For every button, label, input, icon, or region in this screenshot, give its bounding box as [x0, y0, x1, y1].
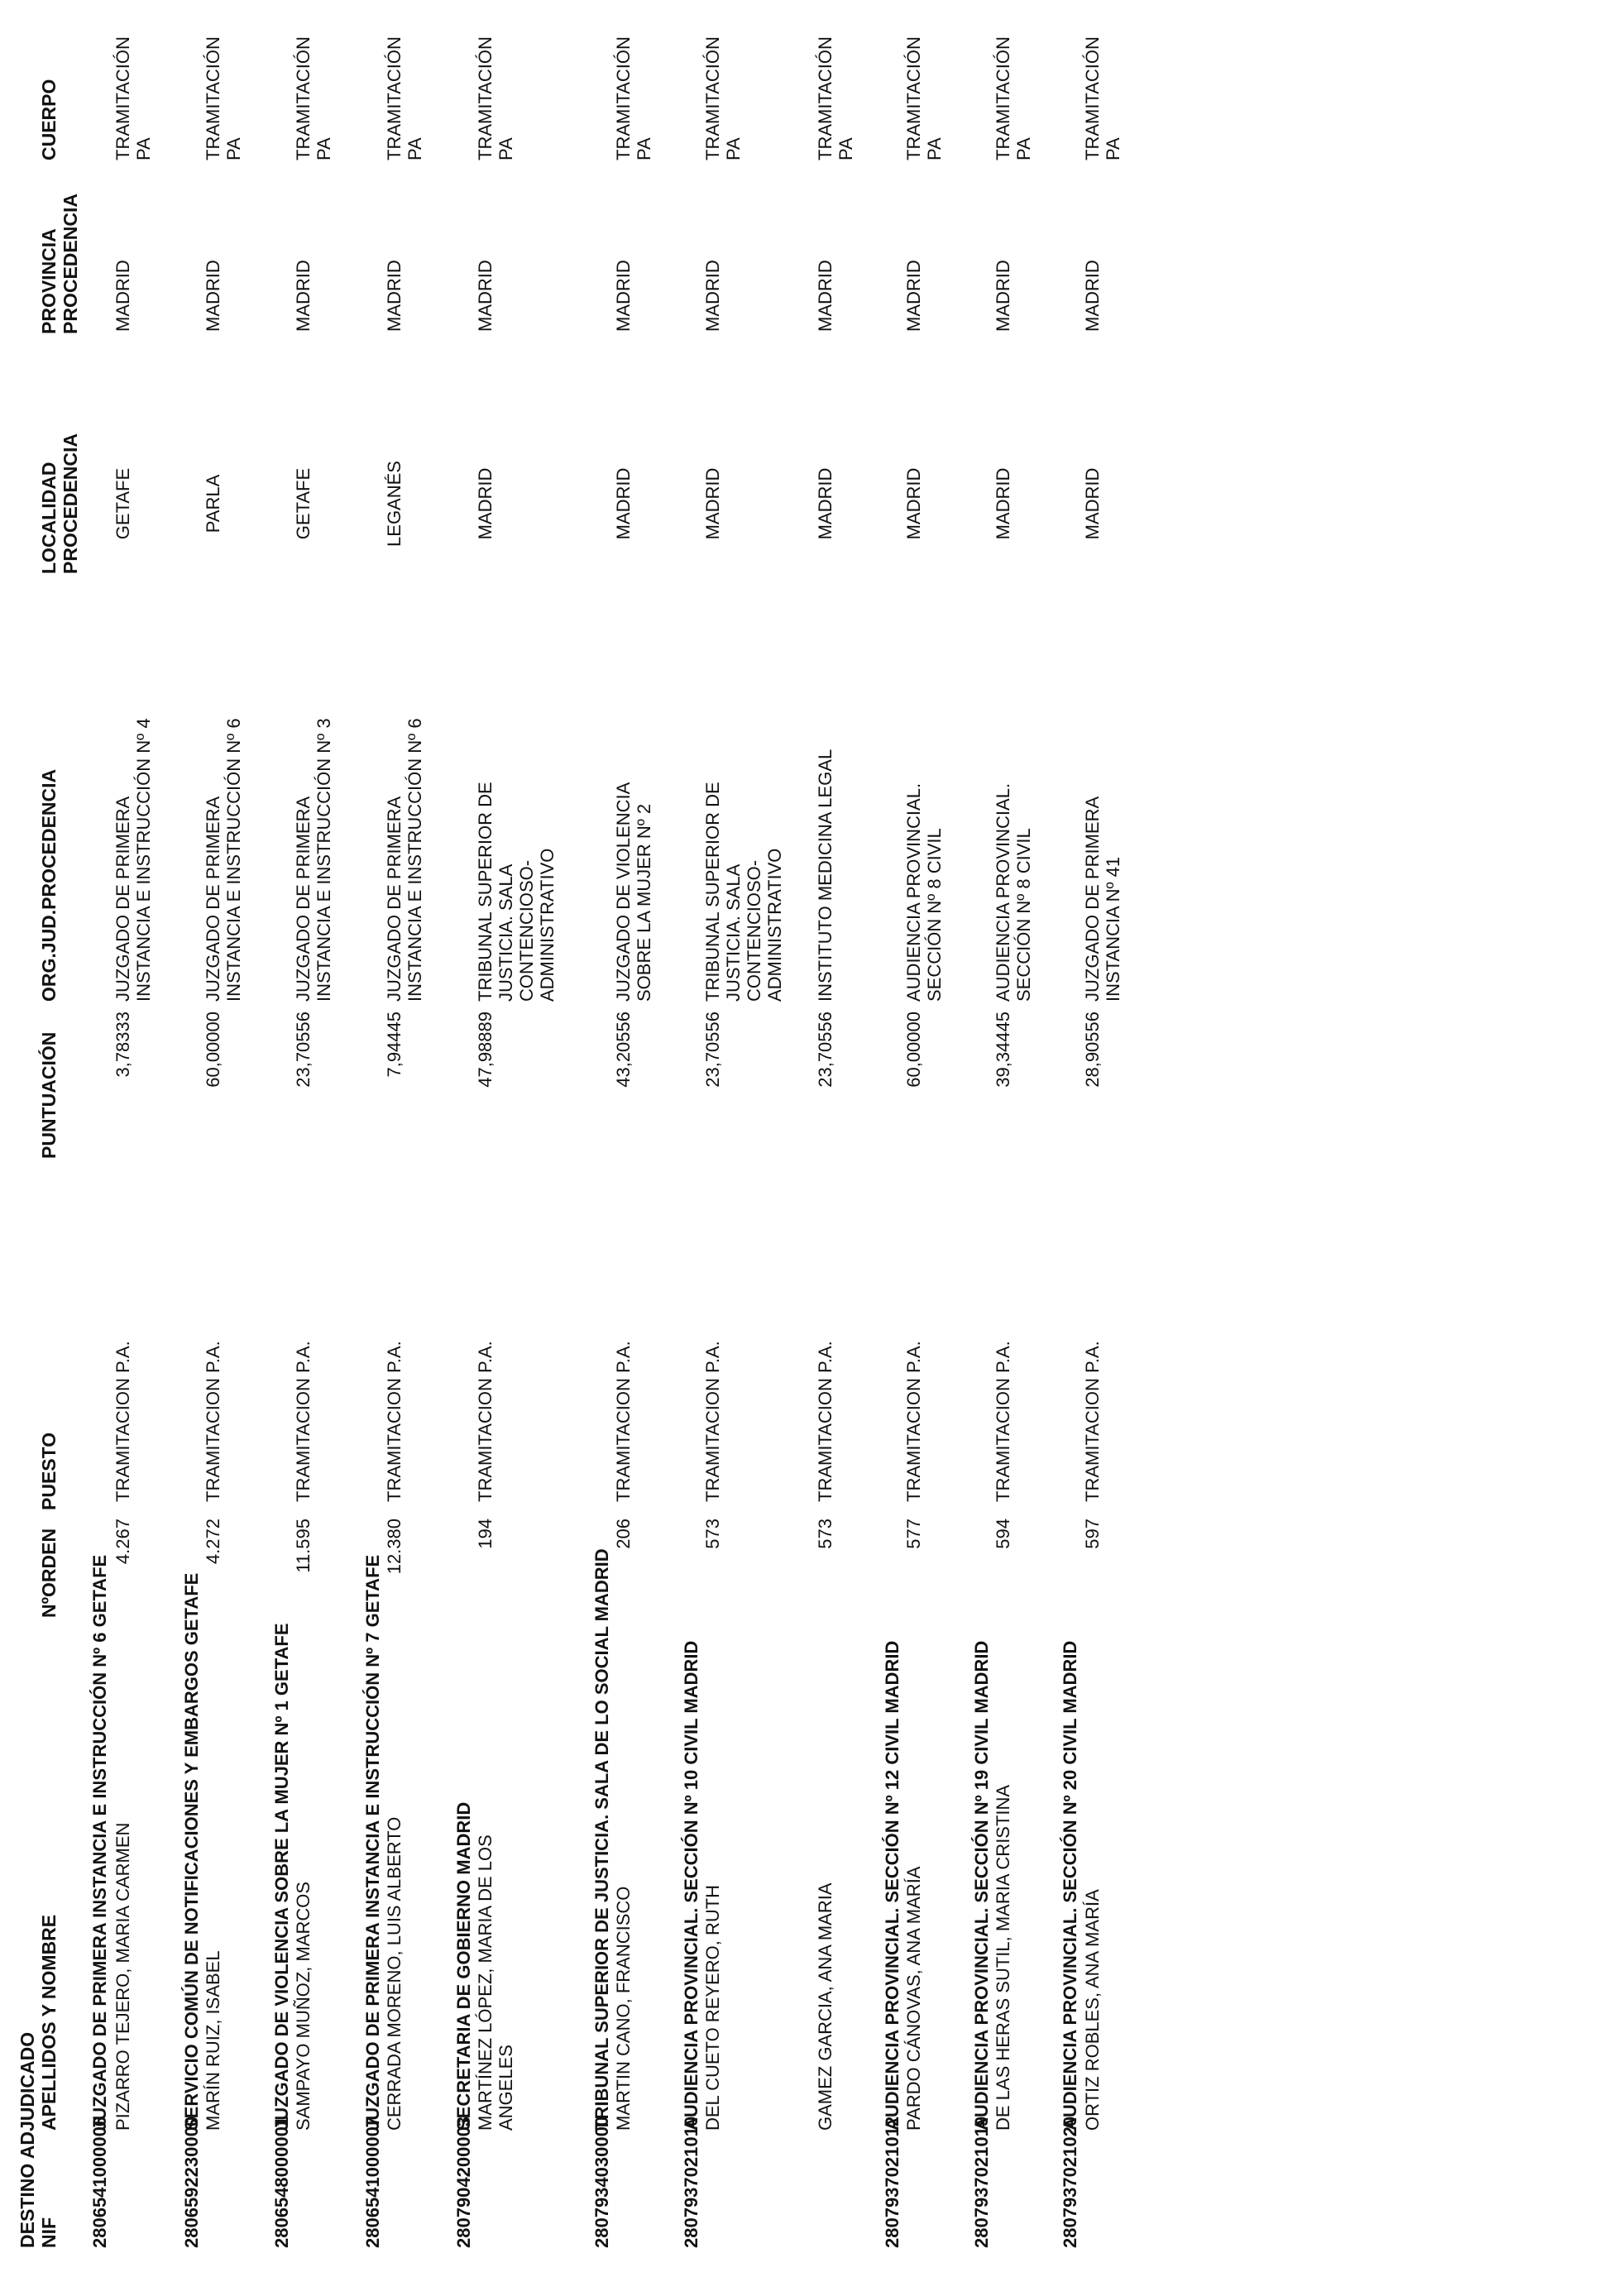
row-localidad: MADRID [702, 467, 723, 540]
row-cuerpo: PA [223, 137, 244, 160]
row-provincia: MADRID [203, 260, 223, 332]
document-title: DESTINO ADJUDICADO [17, 2031, 38, 2248]
row-org: JUSTICIA. SALA [496, 863, 516, 1002]
row-cuerpo: TRAMITACIÓN [475, 36, 496, 160]
row-puntuacion: 43,20556 [613, 1012, 634, 1088]
row-nombre: MARTÍNEZ LÓPEZ, MARIA DE LOS [475, 1834, 496, 2131]
row-org: CONTENCIOSO- [516, 859, 537, 1002]
row-nombre: CERRADA MORENO, LUIS ALBERTO [384, 1816, 405, 2131]
group-destino: JUZGADO DE PRIMERA INSTANCIA E INSTRUCCIÓN Nº 7 GETAFE [362, 1554, 383, 2131]
row-org: INSTANCIA Nº 41 [1103, 856, 1123, 1002]
row-provincia: MADRID [384, 260, 405, 332]
row-org: SECCIÓN Nº 8 CIVIL [924, 828, 945, 1002]
row-cuerpo: TRAMITACIÓN [993, 36, 1013, 160]
group-destino: SERVICIO COMÚN DE NOTIFICACIONES Y EMBARGOS GETAFE [181, 1572, 202, 2131]
row-cuerpo: PA [634, 137, 654, 160]
row-org: JUZGADO DE VIOLENCIA [613, 782, 634, 1002]
row-org: TRIBUNAL SUPERIOR DE [702, 782, 723, 1002]
row-org: INSTANCIA E INSTRUCCIÓN Nº 6 [405, 718, 425, 1002]
row-localidad: MADRID [1082, 467, 1103, 540]
row-nombre: PARDO CÁNOVAS, ANA MARÍA [903, 1866, 924, 2131]
row-nombre: MARTIN CANO, FRANCISCO [613, 1886, 634, 2131]
row-cuerpo: TRAMITACIÓN [815, 36, 835, 160]
row-cuerpo: PA [723, 137, 744, 160]
row-provincia: MADRID [815, 260, 835, 332]
row-cuerpo: PA [314, 137, 334, 160]
row-puesto: TRAMITACION P.A. [993, 1341, 1013, 1502]
group-nif: 2807904200003 [453, 2116, 474, 2248]
group-nif: 2807937021010 [681, 2116, 701, 2248]
row-nombre: SAMPAYO MUÑOZ, MARCOS [293, 1881, 314, 2131]
col-provincia-2: PROCEDENCIA [60, 194, 81, 334]
col-localidad-1: LOCALIDAD [38, 462, 60, 574]
row-org: ADMINISTRATIVO [537, 848, 558, 1002]
row-nombre: MARÍN RUIZ, ISABEL [203, 1950, 223, 2131]
row-norden: 594 [993, 1519, 1013, 1549]
col-provincia-1: PROVINCIA [38, 228, 60, 334]
row-provincia: MADRID [475, 260, 496, 332]
row-puntuacion: 23,70556 [293, 1012, 314, 1088]
row-org: SECCIÓN Nº 8 CIVIL [1013, 828, 1034, 1002]
row-puesto: TRAMITACION P.A. [702, 1341, 723, 1502]
row-norden: 4.267 [113, 1519, 133, 1565]
row-puesto: TRAMITACION P.A. [293, 1341, 314, 1502]
col-puesto: PUESTO [38, 1432, 60, 1510]
row-provincia: MADRID [613, 260, 634, 332]
row-cuerpo: PA [1103, 137, 1123, 160]
row-norden: 597 [1082, 1519, 1103, 1549]
row-nombre: DEL CUETO REYERO, RUTH [702, 1884, 723, 2131]
row-provincia: MADRID [293, 260, 314, 332]
group-destino: AUDIENCIA PROVINCIAL. SECCIÓN Nº 12 CIVIL MADRID [882, 1640, 902, 2131]
group-nif: 2806541000006 [89, 2116, 110, 2248]
row-org: AUDIENCIA PROVINCIAL. [993, 782, 1013, 1002]
row-norden: 4.272 [203, 1519, 223, 1565]
group-nif: 2807937021019 [971, 2116, 992, 2248]
col-norden: NºORDEN [38, 1528, 60, 1618]
group-nif: 2807934030000 [591, 2116, 612, 2248]
row-puesto: TRAMITACION P.A. [113, 1341, 133, 1502]
row-org: INSTITUTO MEDICINA LEGAL [815, 749, 835, 1002]
row-org: JUSTICIA. SALA [723, 863, 744, 1002]
col-apellidos: APELLIDOS Y NOMBRE [38, 1914, 60, 2131]
row-puntuacion: 39,34445 [993, 1012, 1013, 1088]
row-org: INSTANCIA E INSTRUCCIÓN Nº 3 [314, 718, 334, 1002]
row-cuerpo: PA [835, 137, 856, 160]
row-localidad: LEGANÉS [384, 461, 405, 547]
row-nombre: ORTIZ ROBLES, ANA MARÍA [1082, 1889, 1103, 2131]
row-nombre: DE LAS HERAS SUTIL, MARIA CRISTINA [993, 1784, 1013, 2131]
row-nombre: ANGELES [496, 2045, 516, 2131]
row-org: JUZGADO DE PRIMERA [293, 796, 314, 1002]
row-org: ADMINISTRATIVO [764, 848, 785, 1002]
row-org: JUZGADO DE PRIMERA [1082, 796, 1103, 1002]
row-cuerpo: TRAMITACIÓN [293, 36, 314, 160]
row-cuerpo: TRAMITACIÓN [384, 36, 405, 160]
row-cuerpo: TRAMITACIÓN [1082, 36, 1103, 160]
row-cuerpo: TRAMITACIÓN [613, 36, 634, 160]
row-cuerpo: PA [496, 137, 516, 160]
group-destino: TRIBUNAL SUPERIOR DE JUSTICIA. SALA DE LO SOCIAL MADRID [591, 1548, 612, 2131]
row-puntuacion: 7,94445 [384, 1012, 405, 1078]
row-norden: 194 [475, 1519, 496, 1549]
col-puntuacion: PUNTUACIÓN [38, 1031, 60, 1159]
row-cuerpo: PA [405, 137, 425, 160]
row-puesto: TRAMITACION P.A. [903, 1341, 924, 1502]
row-cuerpo: TRAMITACIÓN [113, 36, 133, 160]
group-destino: JUZGADO DE PRIMERA INSTANCIA E INSTRUCCIÓN Nº 6 GETAFE [89, 1554, 110, 2131]
col-nif: NIF [38, 2217, 60, 2248]
row-norden: 573 [702, 1519, 723, 1549]
row-localidad: MADRID [993, 467, 1013, 540]
row-puntuacion: 60,00000 [903, 1012, 924, 1088]
row-org: SOBRE LA MUJER Nº 2 [634, 803, 654, 1002]
row-localidad: GETAFE [293, 467, 314, 540]
group-nif: 2806541000007 [362, 2116, 383, 2248]
row-localidad: MADRID [815, 467, 835, 540]
row-puntuacion: 23,70556 [815, 1012, 835, 1088]
row-puesto: TRAMITACION P.A. [613, 1341, 634, 1502]
row-org: AUDIENCIA PROVINCIAL. [903, 782, 924, 1002]
row-localidad: GETAFE [113, 467, 133, 540]
row-provincia: MADRID [113, 260, 133, 332]
row-org: TRIBUNAL SUPERIOR DE [475, 782, 496, 1002]
row-puntuacion: 3,78333 [113, 1012, 133, 1078]
row-puntuacion: 23,70556 [702, 1012, 723, 1088]
group-destino: AUDIENCIA PROVINCIAL. SECCIÓN Nº 19 CIVIL MADRID [971, 1640, 992, 2131]
row-puntuacion: 28,90556 [1082, 1012, 1103, 1088]
row-norden: 573 [815, 1519, 835, 1549]
row-cuerpo: PA [133, 137, 154, 160]
row-puntuacion: 60,00000 [203, 1012, 223, 1088]
row-puntuacion: 47,98889 [475, 1012, 496, 1088]
row-org: JUZGADO DE PRIMERA [113, 796, 133, 1002]
row-localidad: MADRID [613, 467, 634, 540]
group-destino: SECRETARIA DE GOBIERNO MADRID [453, 1801, 474, 2131]
row-cuerpo: TRAMITACIÓN [203, 36, 223, 160]
row-norden: 206 [613, 1519, 634, 1549]
row-puesto: TRAMITACION P.A. [203, 1341, 223, 1502]
row-org: CONTENCIOSO- [744, 859, 764, 1002]
row-puesto: TRAMITACION P.A. [1082, 1341, 1103, 1502]
row-provincia: MADRID [1082, 260, 1103, 332]
row-localidad: MADRID [903, 467, 924, 540]
group-nif: 2806592230000 [181, 2116, 202, 2248]
row-localidad: MADRID [475, 467, 496, 540]
row-localidad: PARLA [203, 474, 223, 533]
row-norden: 577 [903, 1519, 924, 1549]
group-nif: 2807937021012 [882, 2116, 902, 2248]
row-cuerpo: TRAMITACIÓN [903, 36, 924, 160]
row-provincia: MADRID [993, 260, 1013, 332]
row-nombre: PIZARRO TEJERO, MARIA CARMEN [113, 1822, 133, 2131]
row-provincia: MADRID [903, 260, 924, 332]
row-cuerpo: PA [924, 137, 945, 160]
row-nombre: GAMEZ GARCIA, ANA MARIA [815, 1882, 835, 2131]
row-puesto: TRAMITACION P.A. [384, 1341, 405, 1502]
group-destino: AUDIENCIA PROVINCIAL. SECCIÓN Nº 20 CIVIL MADRID [1060, 1640, 1080, 2131]
group-nif: 2806548000001 [271, 2116, 292, 2248]
col-localidad-2: PROCEDENCIA [60, 433, 81, 574]
row-org: INSTANCIA E INSTRUCCIÓN Nº 4 [133, 718, 154, 1002]
row-provincia: MADRID [702, 260, 723, 332]
row-org: JUZGADO DE PRIMERA [203, 796, 223, 1002]
row-norden: 12.380 [384, 1519, 405, 1575]
group-destino: JUZGADO DE VIOLENCIA SOBRE LA MUJER Nº 1 GETAFE [271, 1623, 292, 2131]
col-cuerpo: CUERPO [38, 79, 60, 160]
row-cuerpo: TRAMITACIÓN [702, 36, 723, 160]
row-org: INSTANCIA E INSTRUCCIÓN Nº 6 [223, 718, 244, 1002]
group-nif: 2807937021020 [1060, 2116, 1080, 2248]
row-puesto: TRAMITACION P.A. [475, 1341, 496, 1502]
col-org: ORG.JUD.PROCEDENCIA [38, 768, 60, 1002]
group-destino: AUDIENCIA PROVINCIAL. SECCIÓN Nº 10 CIVIL MADRID [681, 1640, 701, 2131]
row-norden: 11.595 [293, 1519, 314, 1573]
row-puesto: TRAMITACION P.A. [815, 1341, 835, 1502]
row-org: JUZGADO DE PRIMERA [384, 796, 405, 1002]
row-cuerpo: PA [1013, 137, 1034, 160]
